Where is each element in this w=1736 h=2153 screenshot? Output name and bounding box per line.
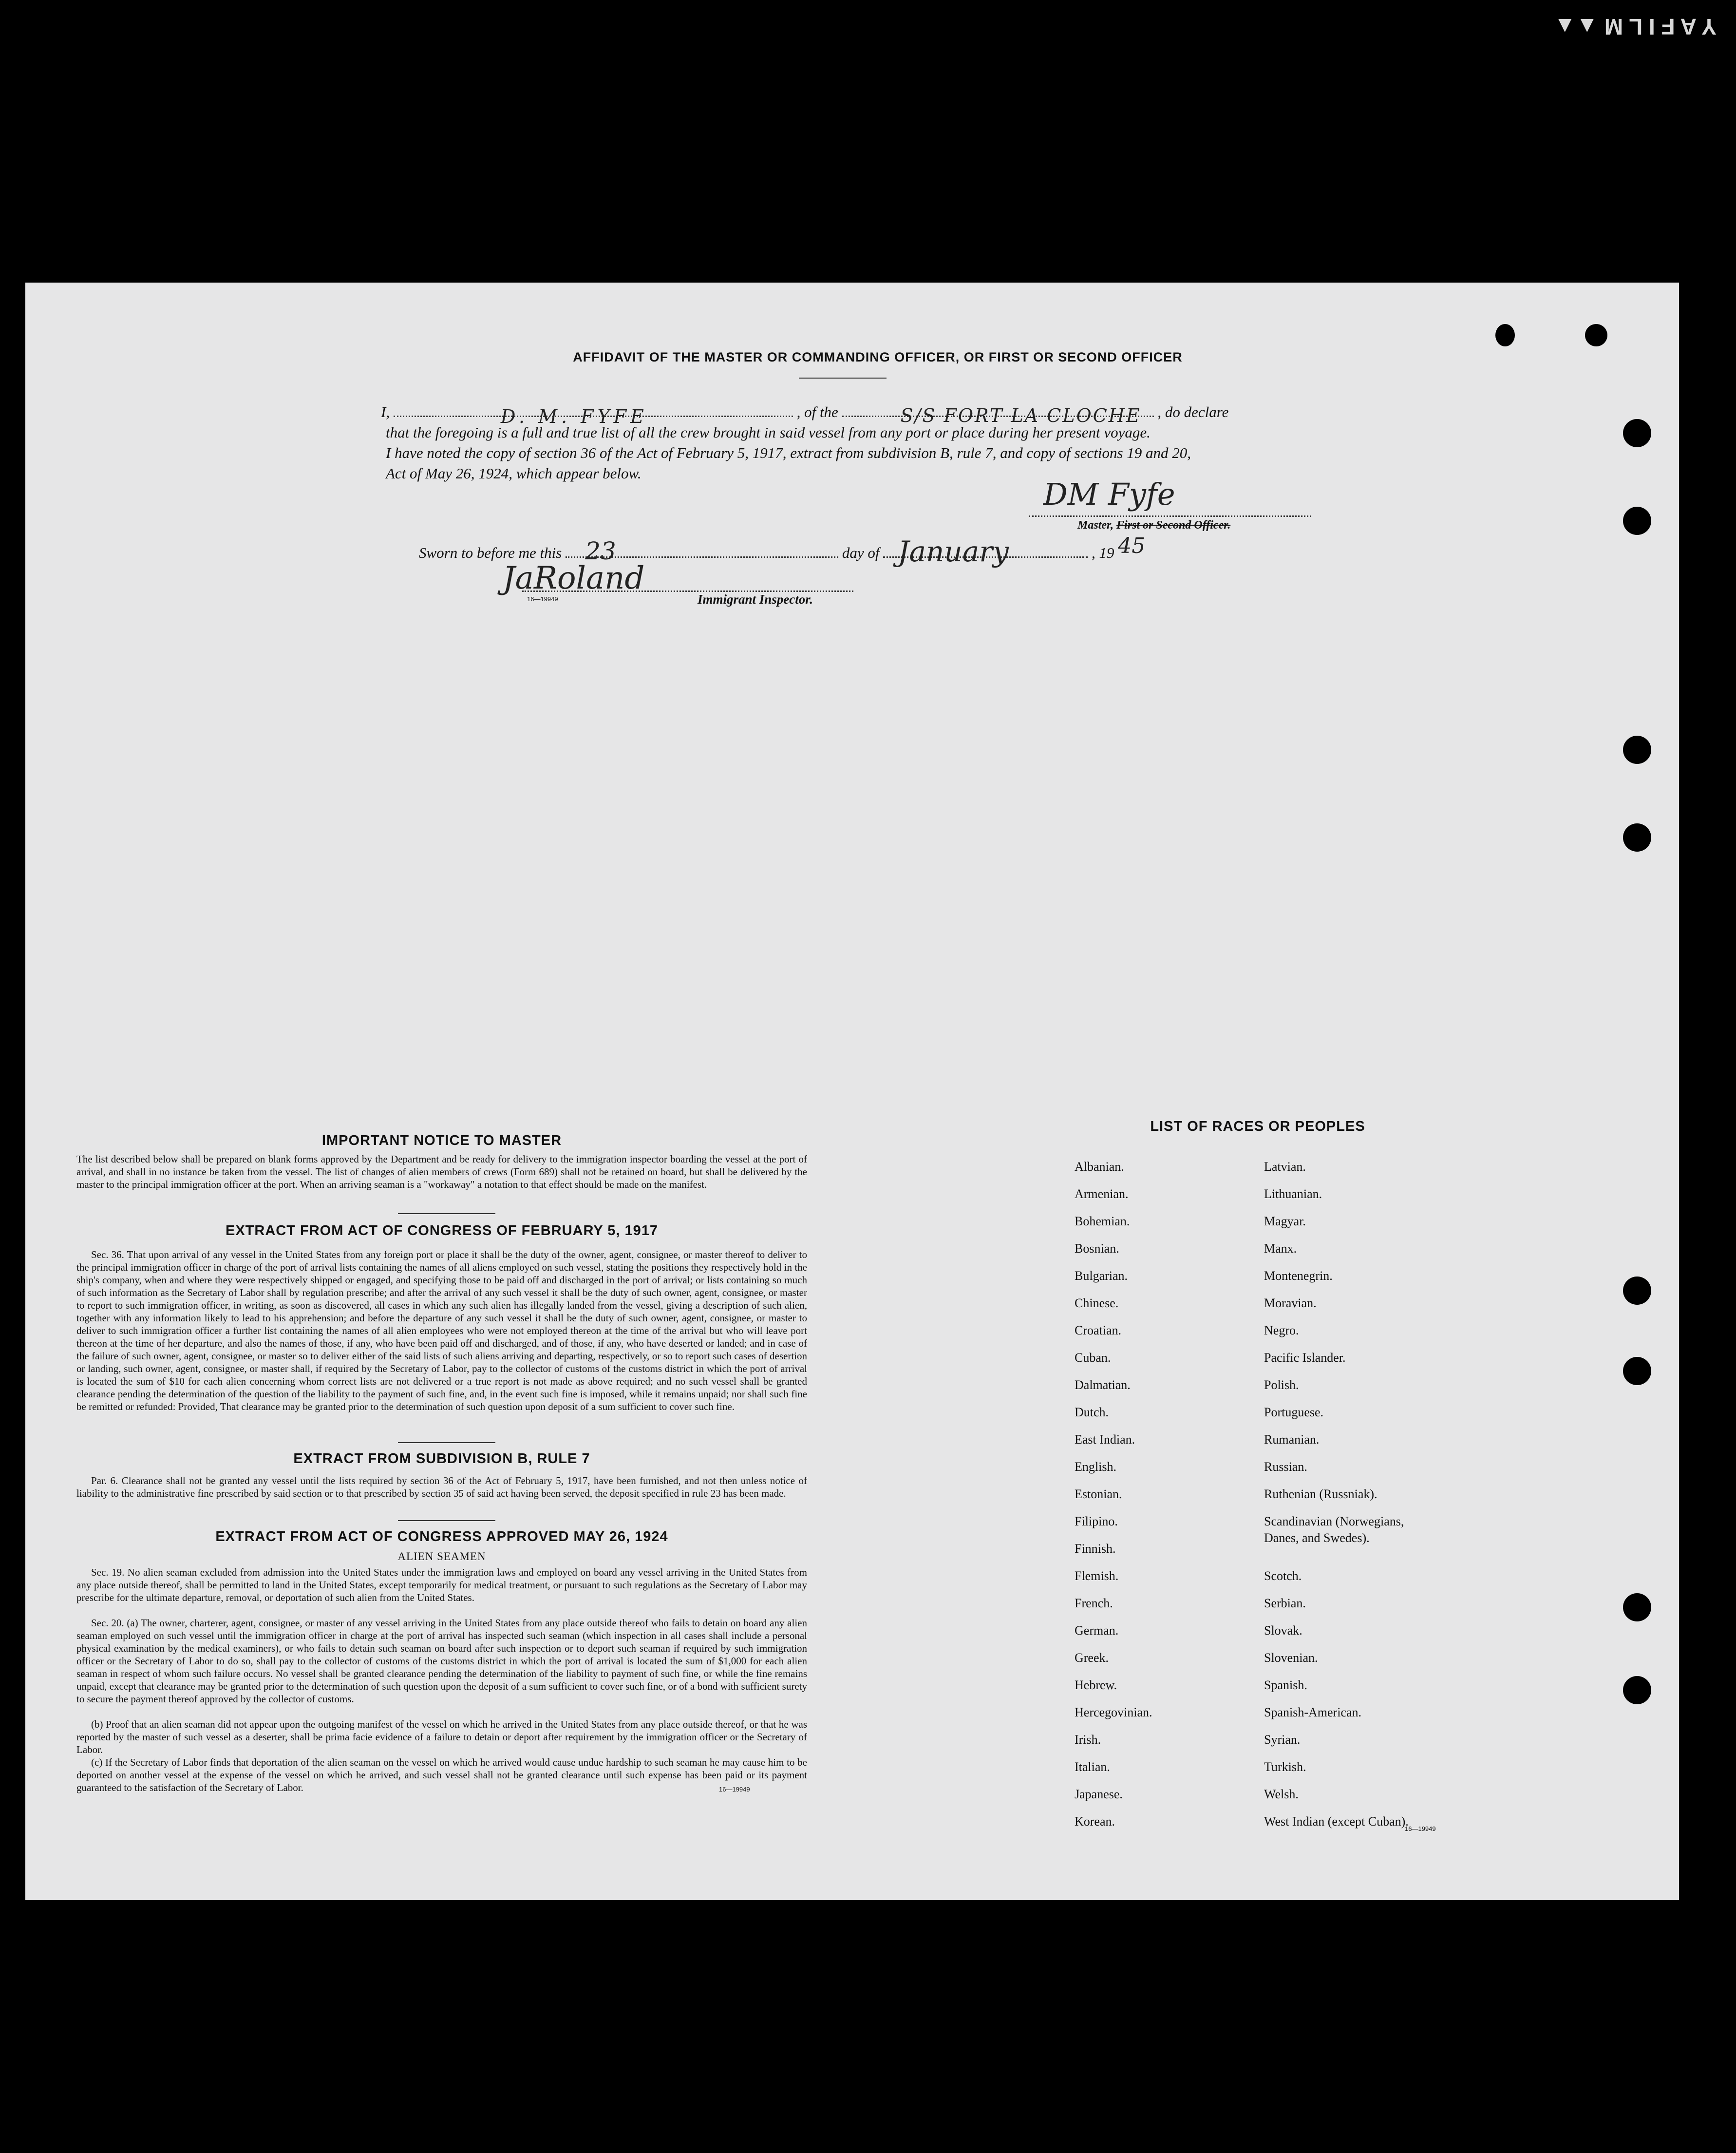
punch-hole	[1623, 419, 1651, 447]
signature-line	[1029, 515, 1311, 517]
i-label: I,	[381, 403, 390, 420]
title-divider	[799, 378, 887, 379]
punch-hole	[1623, 507, 1651, 535]
race-item: Korean.	[1075, 1814, 1115, 1829]
race-item: Russian.	[1264, 1460, 1307, 1474]
races-title: LIST OF RACES OR PEOPLES	[1150, 1119, 1365, 1134]
race-item: Dalmatian.	[1075, 1378, 1131, 1392]
master-name-handwritten: D. M. FYFE	[500, 406, 648, 427]
race-item: Bohemian.	[1075, 1214, 1130, 1228]
alien-seamen-subtitle: ALIEN SEAMEN	[397, 1550, 486, 1562]
race-item: Bosnian.	[1075, 1241, 1119, 1256]
race-item: Japanese.	[1075, 1787, 1123, 1801]
form-number: 16—19949	[527, 595, 558, 603]
race-item: Italian.	[1075, 1760, 1110, 1774]
race-item: Scandinavian (Norwegians,	[1264, 1514, 1404, 1528]
race-item: Albanian.	[1075, 1160, 1124, 1174]
form-number: 16—19949	[1405, 1825, 1436, 1832]
race-item: Estonian.	[1075, 1487, 1122, 1501]
month-handwritten: January	[898, 535, 1009, 568]
sec-20c-text: (c) If the Secretary of Labor finds that deportation of the alien seaman on the vessel on which he arrived would cause undue hardship to such seaman he may cause him to be deported on another vessel at the expense of the vessel on which he arrived, and such vessel shall not be granted clearance until such expense has been paid or its payment guaranteed to the satisfaction of the Secretary of Labor.	[76, 1756, 807, 1793]
year-prefix-label: , 19	[1091, 544, 1114, 561]
race-item: Dutch.	[1075, 1405, 1109, 1419]
divider	[398, 1213, 495, 1214]
race-item: French.	[1075, 1596, 1113, 1610]
race-item: Armenian.	[1075, 1187, 1129, 1201]
day-handwritten: 23	[585, 537, 616, 565]
race-item: Magyar.	[1264, 1214, 1306, 1228]
race-item: Welsh.	[1264, 1787, 1299, 1801]
struck-officer-label: First or Second Officer.	[1116, 519, 1231, 532]
extract-1917-body: Sec. 36. That upon arrival of any vessel in the United States from any foreign port or place it shall be the duty of the owner, agent, consignee, or master thereof to deliver to the principal immigration officer in charge of the port of arrival lists containing the names of all aliens employed on such vessel, stating the positions they respectively hold in the ship's company, when and where they were respectively shipped or engaged, and specifying those to be paid off and discharged in the port of arrival; or lists containing so much of such information as the Secretary of Labor shall by regulation prescribe; and after the arrival of any such vessel it shall be the duty of such owner, agent, consignee, or master to report to such immigration officer, in writing, as soon as discovered, all cases in which any such alien has illegally landed from the vessel, giving a description of such alien, together with any information likely to lead to his apprehension; and before the departure of any such vessel it shall be the duty of such owner, agent, consignee, or master to deliver to such immigration officer a further list containing the names of all alien employees who were not employed thereon at the time of the arrival but who will leave port thereon at the time of her departure, and also the names of those, if any, who have been paid off and discharged, and of those, if any, who have deserted or landed; and in case of the failure of such owner, agent, consignee, or master so to deliver either of the said lists of such aliens arriving and departing, respectively, or so to report such cases of desertion or landing, such owner, agent, consignee, or master shall, if required by the Secretary of Labor, pay to the collector of customs of the customs district in which the port of arrival is located the sum of $10 for each alien concerning whom correct lists are not delivered or a true report is not made as above required; and no such vessel shall be granted clearance pending the determination of the question of the liability to the payment of such fine, and, in the event such fine is imposed, while it remains unpaid; nor shall such fine be remitted or refunded: Provided, That clearance may be granted prior to the determination of such question upon deposit of a sum sufficient to cover such fine.	[76, 1249, 807, 1412]
vessel-name-handwritten: S/S FORT LA CLOCHE	[900, 405, 1141, 426]
notice-body: The list described below shall be prepared on blank forms approved by the Department and be ready for delivery to the immigration inspector boarding the vessel at the port of arrival, and shall in no instance be taken from the vessel. The list of changes of alien members of crews (Form 689) shall not be retained on board, but shall be delivered by the master to the principal immigration officer at the port. When an arriving seaman is a "workaway" a notation to that effect should be made on the manifest.	[76, 1153, 807, 1190]
extract-1924-title: EXTRACT FROM ACT OF CONGRESS APPROVED MAY 26, 1924	[215, 1529, 668, 1544]
race-item: Slovak.	[1264, 1623, 1302, 1638]
race-item: Negro.	[1264, 1323, 1299, 1337]
punch-hole	[1623, 736, 1651, 764]
notice-title: IMPORTANT NOTICE TO MASTER	[321, 1133, 562, 1148]
divider	[398, 1442, 495, 1443]
master-title-label	[1077, 519, 1230, 532]
punch-hole	[1623, 1277, 1651, 1305]
race-item: Flemish.	[1075, 1569, 1119, 1583]
race-item: Slovenian.	[1264, 1651, 1318, 1665]
inspector-signature: JaRoland	[503, 560, 645, 596]
sworn-line	[419, 533, 1146, 568]
sec-20a-text: Sec. 20. (a) The owner, charterer, agent, consignee, or master of any vessel arriving in the United States from any place outside thereof who fails to detain on board any alien seaman employed on such vessel until the immigration officer in charge at the port of arrival has inspected such seaman (which inspection in all cases shall include a personal physical examination by the medical examiners), or who fails to detain such seaman on board after such inspection or to deport such seaman if required by such immigration officer or the Secretary of Labor to do so, shall pay to the collector of customs of the customs district in which the port of arrival is located the sum of $1,000 for each alien seaman in respect of whom such failure occurs. No vessel shall be granted clearance pending the determination of the liability to payment of such fine, or while the fine remains unpaid, except that clearance may be granted prior to the determination of such question upon the deposit of a sum sufficient to cover such fine, or of a bond with sufficient surety to secure the payment thereof approved by the collector of customs.	[76, 1617, 807, 1705]
race-item: West Indian (except Cuban).	[1264, 1814, 1409, 1829]
race-item: Pacific Islander.	[1264, 1351, 1346, 1365]
sec-19-text: Sec. 19. No alien seaman excluded from admission into the United States under the immigration laws and employed on board any vessel arriving in the United States from any place outside thereof, shall be permitted to land in the United States, except temporarily for medical treatment, or pursuant to such regulations as the Secretary of Labor may prescribe for the ultimate departure, removal, or deportation of such alien from the United States.	[76, 1566, 807, 1603]
race-item: Moravian.	[1264, 1296, 1317, 1310]
extract-1917-title: EXTRACT FROM ACT OF CONGRESS OF FEBRUARY 5, 1917	[225, 1223, 659, 1238]
race-item: English.	[1075, 1460, 1116, 1474]
race-item: Polish.	[1264, 1378, 1299, 1392]
race-item: Lithuanian.	[1264, 1187, 1322, 1201]
punch-hole	[1623, 1676, 1651, 1704]
race-item: Chinese.	[1075, 1296, 1119, 1310]
race-item: Cuban.	[1075, 1351, 1111, 1365]
race-item: Danes, and Swedes).	[1264, 1531, 1370, 1545]
race-item: Bulgarian.	[1075, 1269, 1128, 1283]
affidavit-line2: that the foregoing is a full and true list of all the crew brought in said vessel from any port or place during her present voyage.	[386, 424, 1151, 441]
race-item: Croatian.	[1075, 1323, 1122, 1337]
race-item: Ruthenian (Russniak).	[1264, 1487, 1377, 1501]
race-item: Hercegovinian.	[1075, 1705, 1152, 1719]
punch-hole	[1623, 1593, 1651, 1621]
race-item: Serbian.	[1264, 1596, 1306, 1610]
document-page	[25, 283, 1679, 1900]
race-item: Scotch.	[1264, 1569, 1302, 1583]
punch-hole	[1623, 1357, 1651, 1385]
race-item: Hebrew.	[1075, 1678, 1117, 1692]
inspector-label: Immigrant Inspector.	[698, 592, 813, 607]
filmstrip-edge-marking: Y A F I L M ▲▲	[1554, 14, 1717, 39]
race-item: Finnish.	[1075, 1542, 1116, 1556]
subdivision-b-title: EXTRACT FROM SUBDIVISION B, RULE 7	[293, 1451, 590, 1467]
race-item: Spanish.	[1264, 1678, 1307, 1692]
of-the-label: , of the	[796, 403, 838, 420]
race-item: Turkish.	[1264, 1760, 1306, 1774]
race-item: Manx.	[1264, 1241, 1297, 1256]
race-item: German.	[1075, 1623, 1119, 1638]
affidavit-title: AFFIDAVIT OF THE MASTER OR COMMANDING OFFICER, OR FIRST OR SECOND OFFICER	[573, 350, 1183, 364]
sec-20b-text: (b) Proof that an alien seaman did not appear upon the outgoing manifest of the vessel on which he arrived in the United States from any place outside thereof, or that he was reported by the master of such vessel as a deserter, shall be prima facie evidence of a failure to detain or deport after requirement by the immigration officer or the Secretary of Labor.	[76, 1718, 807, 1755]
race-item: Greek.	[1075, 1651, 1109, 1665]
affidavit-line3: I have noted the copy of section 36 of the Act of February 5, 1917, extract from subdivision B, rule 7, and copy of sections 19 and 20,	[386, 444, 1191, 461]
punch-hole	[1623, 823, 1651, 852]
divider	[398, 1520, 495, 1521]
punch-hole	[1585, 324, 1607, 346]
race-item: Latvian.	[1264, 1160, 1306, 1174]
affidavit-line4: Act of May 26, 1924, which appear below.	[386, 465, 642, 482]
race-item: Portuguese.	[1264, 1405, 1324, 1419]
race-item: Filipino.	[1075, 1514, 1118, 1528]
do-declare-label: , do declare	[1157, 403, 1229, 420]
race-item: Spanish-American.	[1264, 1705, 1362, 1719]
punch-hole	[1495, 324, 1515, 346]
affidavit-line1	[381, 403, 1229, 427]
subdivision-b-body: Par. 6. Clearance shall not be granted any vessel until the lists required by section 36 of the Act of February 5, 1917, have been furnished, and not then unless notice of liability to the administrative fine prescribed by said section or to that prescribed by section 35 of said act having been served, the deposit specified in rule 23 has been made.	[76, 1475, 807, 1499]
sworn-label: Sworn to before me this	[419, 544, 562, 561]
master-signature: DM Fyfe	[1043, 476, 1175, 512]
master-label: Master,	[1077, 519, 1114, 532]
race-item: Syrian.	[1264, 1733, 1301, 1747]
year-handwritten: 45	[1118, 533, 1146, 558]
race-item: Irish.	[1075, 1733, 1101, 1747]
day-of-label: day of	[842, 544, 880, 561]
race-item: East Indian.	[1075, 1432, 1135, 1447]
race-item: Montenegrin.	[1264, 1269, 1333, 1283]
form-number: 16—19949	[719, 1786, 750, 1793]
race-item: Rumanian.	[1264, 1432, 1320, 1447]
